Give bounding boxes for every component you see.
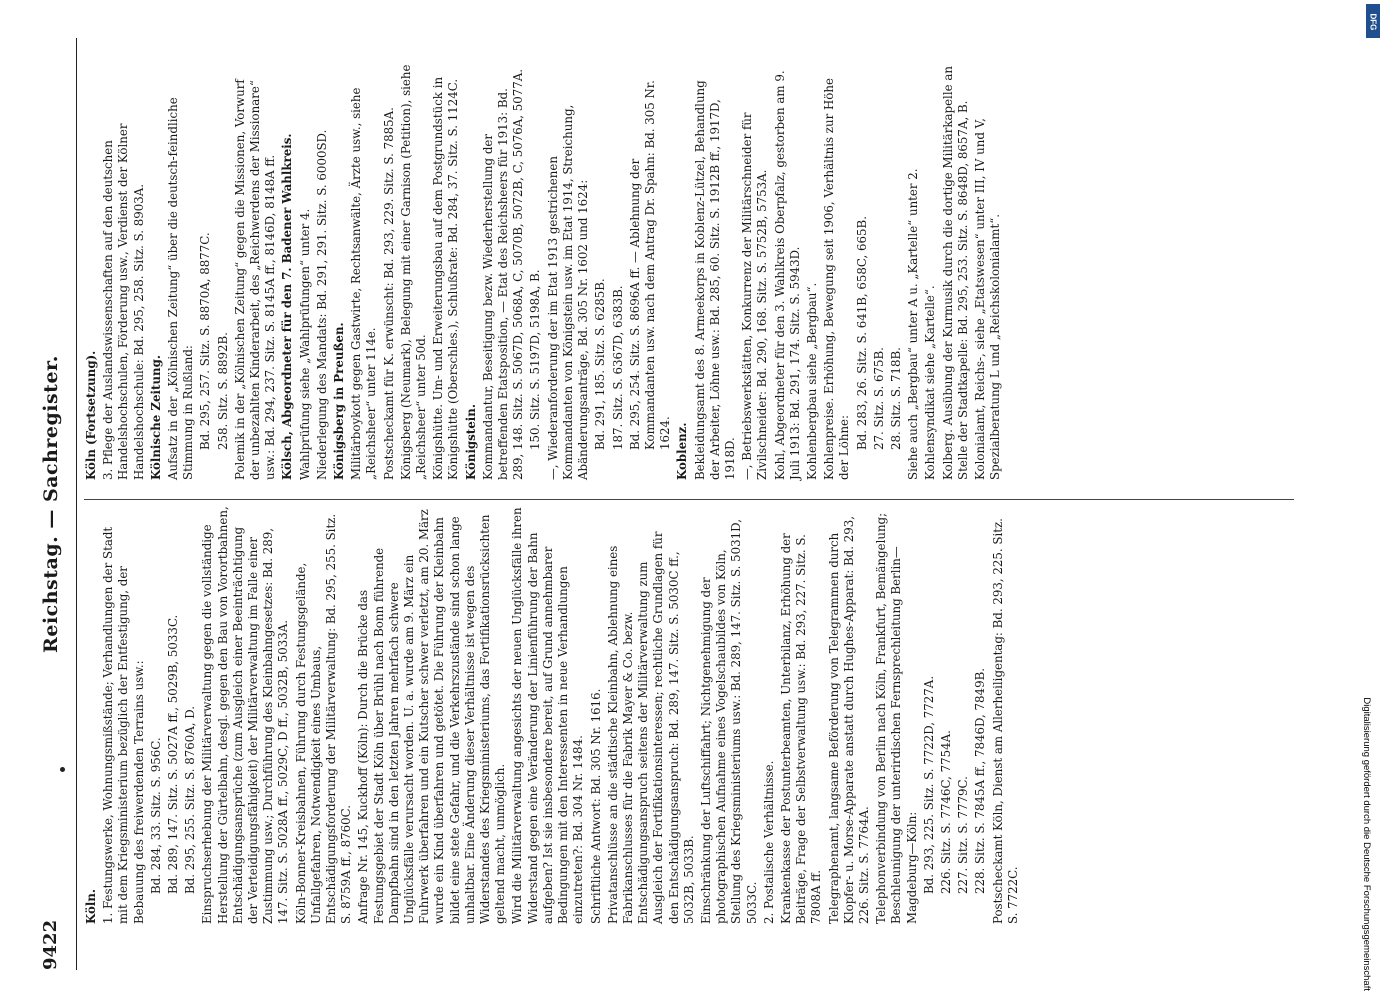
entry-text: Polemik in der „Kölnischen Zeitung“ gegen die Missionen, Vorwurf der unbezahlten Kinderarbeit, des „Reichwerdens der Missionare“ usw.: Bd. 294, 237. Sitz. S. 8145A ff., 8146D, 8148A ff.	[232, 79, 278, 480]
entry-reference: 27. Sitz. S. 675B.	[871, 347, 886, 450]
entry-reference: 187. Sitz. S. 6367D, 6383B.	[610, 285, 625, 450]
entry-reference: 228. Sitz. S. 7845A ff., 7846D, 7849B.	[973, 668, 988, 894]
entry-text: Köln-Bonner-Kreisbahnen, Führung durch Festungsgelände, Unfallgefahren, Notwendigkeit eines Umbaus, Entschädigungsforderung der Militärverwaltung: Bd. 295, 255. Sitz. S. 8759A ff., 8760C.	[293, 513, 354, 924]
entry-text: 1. Festungswerke, Wohnungsmißstände; Verhandlungen der Stadt mit dem Kriegsministerium bezüglich der Entfestigung, der Bebauung des freiwerdenden Terrains usw.:	[101, 526, 146, 924]
entry-text: —, Wiederanforderung der im Etat 1913 gestrichenen Kommandanten von Königstein usw. im Etat 1914, Streichung, Abänderungsanträge, Bd. 305 Nr. 1602 und 1624:	[545, 104, 591, 480]
entry-heading: Kölsch, Abgeordneter für den 7. Badener Wahlkreis.	[280, 133, 295, 480]
digitization-note	[1358, 6, 1374, 991]
entry-reference: Bd. 289, 147. Sitz. S. 5027A ff., 5029B, 5033C.	[166, 614, 181, 894]
digitization-note-text: Digitalisierung gefördert durch die Deutsche Forschungsgemeinschaft	[1361, 697, 1372, 991]
entry-text: Königsberg (Neumark), Belegung mit einer Garnison (Petition), siehe „Reichsheer“ unter 50d.	[398, 64, 429, 480]
entry-text: 3. Pflege der Auslandswissenschaften auf den deutschen Handelshochschulen, Förderung usw., Verdienst der Kölner Handelshochschule: Bd. 295, 258. Sitz. S. 8903A.	[101, 123, 146, 480]
entry-text: Kommandantur, Beseitigung bezw. Wiederherstellung der betreffenden Etatsposition, — Etat des Reichsheers für 1913: Bd. 289, 148. Sitz. S. 5067D, 5068A, C, 5070B, 5072B, C, 5076A, 5077A.	[480, 68, 526, 480]
entry-reference: 28. Sitz. S. 718B.	[888, 347, 903, 450]
right-column	[84, 62, 1005, 480]
entry-text: Postscheckamt Köln, Dienst am Allerheiligentag: Bd. 293, 225. Sitz. S. 7722C.	[990, 518, 1020, 924]
entry-heading: Köln.	[84, 888, 98, 924]
entry-text: Bekleidungsamt des 8. Armeekorps in Koblenz-Lützel, Behandlung der Arbeiter, Löhne usw.: Bd. 285, 60. Sitz. S. 1912B ff., 1917D, 1918D.	[692, 80, 737, 480]
entry-reference: 226. Sitz. S. 7746C, 7754A.	[938, 730, 953, 894]
entry-heading: Königstein.	[463, 404, 478, 480]
entry-text: Königshütte. Um- und Erweiterungsbau auf dem Postgrundstück in Königshütte (Oberschles.), Schlußrate: Bd. 284, 37. Sitz. S. 1124C.	[431, 76, 461, 480]
entry-reference: Bd. 295, 254. Sitz. S. 8696A ff. — Ablehnung der Kommandanten usw. nach dem Antrag Dr. Spahn: Bd. 305 Nr. 1624.	[627, 80, 673, 450]
entry-text: Einschränkung der Luftschiffahrt; Nichtgenehmigung der photographischen Aufnahme eines Vogelschaubildes von Köln, Stellung des Kriegsministeriums usw.: Bd. 289, 147. Sitz. S. 5031D, 5033C.	[698, 519, 759, 924]
entry-text: Anfrage Nr. 145, Kuckhoff (Köln): Durch die Brücke das Festungsgebiet der Stadt Köln über Brühl nach Bonn führende Dampfbahn sind in den letzten Jahren mehrfach schwere Unglücksfälle verursacht worden. U. a. wurde am 9. März ein Fuhrwerk überfahren und ein Kutscher schwer verletzt, am 20. März wurde ein Kind überfahren und getötet. Die Führung der Kleinbahn bildet eine stete Gefahr, und die Verkehrszustände sind schon lange unhaltbar. Eine Änderung dieser Verhältnisse ist wegen des Widerstandes des Kriegsministeriums, das Fortifikationsrücksichten geltend macht, unmöglich.	[356, 509, 508, 924]
entry-text: Kohlenbergbau siehe „Bergbau“.	[804, 282, 819, 480]
entry-text: Aufsatz in der „Kölnischen Zeitung“ über die deutsch-feindliche Stimmung in Rußland:	[166, 97, 196, 480]
entry-heading: Köln (Fortsetzung).	[84, 350, 98, 480]
entry-reference: 227. Sitz. S. 7779C.	[956, 776, 971, 894]
entry-heading: Königsberg in Preußen.	[332, 322, 347, 480]
entry-text: Wahlprüfung siehe „Wahlprüfungen“ unter 4.	[297, 208, 312, 480]
page-header	[38, 38, 66, 970]
entry-text: Siehe auch „Bergbau“ unter A u. „Kartelle“ unter 2.	[906, 168, 921, 480]
entry-reference: Bd. 283, 26. Sitz. S. 641B, 658C, 665B.	[854, 216, 869, 450]
page-number: 9422	[40, 919, 61, 970]
entry-text: Krankenkasse der Postunterbeamten, Unterbilanz, Erhöhung der Beiträge, Frage der Selbstverwaltung usw.: Bd. 293, 227. Sitz. S. 7808A ff.	[778, 533, 824, 924]
decorative-dot	[60, 767, 65, 772]
dfg-logo-text: DFG	[1368, 13, 1378, 31]
entry-reference: 258. Sitz. S. 8892B.	[215, 332, 230, 450]
entry-text: Privatanschlüsse an die städtische Kleinbahn, Ablehnung eines Fabrikanschlusses für die Fabrik Mayer & Co. bezw. Entschädigungsanspruch seitens der Militärverwaltung zum Ausgleich der Fortifikationsinteressen; rechtliche Grundlagen für den Entschädigungsanspruch: Bd. 289, 147. Sitz. S. 5030C ff., 5032B, 5033B.	[605, 531, 696, 924]
entry-reference: 150. Sitz. S. 5197D, 5198A, B.	[528, 269, 543, 450]
entry-text: Telegraphenamt, langsame Beförderung von Telegrammen durch Klopfer- u. Morse-Apparate anstatt durch Hughes-Apparat: Bd. 293, 226. Sitz. S. 7764A.	[826, 516, 871, 924]
entry-reference: Bd. 293, 225. Sitz. S. 7722D, 7727A.	[921, 675, 936, 894]
entry-heading: Kölnische Zeitung.	[148, 355, 163, 480]
entry-reference: Bd. 291, 185. Sitz. S. 6285B.	[593, 278, 608, 450]
entry-text: Militärboykott gegen Gastwirte, Rechtsanwälte, Ärzte usw., siehe „Reichsheer“ unter 114e.	[349, 87, 379, 480]
entry-text: Kohl, Abgeordneter für den 3. Wahlkreis Oberpfalz, gestorben am 9. Juli 1913: Bd. 291, 174. Sitz. S. 5943D.	[772, 70, 802, 480]
entry-reference: Bd. 284, 33. Sitz. S. 956C.	[148, 737, 163, 894]
running-title: Reichstag. — Sachregister.	[40, 355, 62, 653]
entry-text: Kohlensyndikat siehe „Kartelle“.	[923, 285, 938, 480]
entry-text: Kolberg. Ausübung der Kurmusik durch die dortige Militärkapelle an Stelle der Stadtkapelle: Bd. 295, 253. Sitz. S. 8648D, 8657A, B.	[940, 66, 970, 480]
entry-text: Schriftliche Antwort: Bd. 305 Nr. 1616.	[588, 688, 603, 924]
entry-reference: Bd. 295, 255. Sitz. S. 8760A, D.	[183, 705, 198, 894]
entry-text: Postscheckamt für K. erwünscht: Bd. 293, 229. Sitz. S. 7885A.	[381, 107, 396, 480]
entry-reference: Bd. 295, 257. Sitz. S. 8870A, 8877C.	[198, 232, 213, 450]
entry-text: Niederlegung des Mandats: Bd. 291, 291. Sitz. S. 6000SD.	[314, 129, 329, 480]
column-divider	[84, 499, 1294, 500]
entry-text: 2. Postalische Verhältnisse.	[761, 760, 776, 924]
dfg-logo	[1366, 4, 1380, 38]
entry-text: Kohlenpreise. Erhöhung, Bewegung seit 1906, Verhältnis zur Höhe der Löhne:	[822, 78, 852, 480]
entry-text: Telephonverbindung von Berlin nach Köln, Frankfurt, Bemängelung; Beschleunigung der unterirdischen Fernsprechleitung Berlin—Magdeburg—Köln:	[874, 512, 919, 924]
entry-text: Wird die Militärverwaltung angesichts der neuen Unglücksfälle ihren Widerstand gegen eine Veränderung der Linienführung der Bahn aufgeben? Ist sie insbesondere bereit, auf Grund annehmbarer Bedingungen mit den Interessenten in neue Verhandlungen einzutreten?: Bd. 304 Nr. 1484.	[510, 507, 586, 924]
entry-text: Einspruchserhebung der Militärverwaltung gegen die vollständige Herstellung der Gürtelbahn, desgl. gegen den Bau von Vorortbahnen, Entschädigungsansprüche (zum Ausgleich einer Beeinträchtigung der Verteidigungsfähigkeit) der Militärverwaltung im Falle einer Zustimmung usw.; Durchführung des Kleinbahngesetzes: Bd. 289, 147. Sitz. S. 5028A ff., 5029C, D ff., 5032B, 5033A.	[200, 506, 291, 924]
left-column	[84, 506, 1023, 924]
entry-text: —, Betriebswerkstätten, Konkurrenz der Militärschneider für Zivilschneider: Bd. 290, 168. Sitz. S. 5752B, 5753A.	[740, 112, 770, 480]
entry-heading: Koblenz.	[675, 422, 690, 480]
header-rule	[76, 38, 77, 970]
entry-text: Kolonialamt, Reichs-, siehe „Etatswesen“ unter III, IV und V, Spezialberatung L und „Reichskolonialamt“.	[972, 118, 1003, 480]
